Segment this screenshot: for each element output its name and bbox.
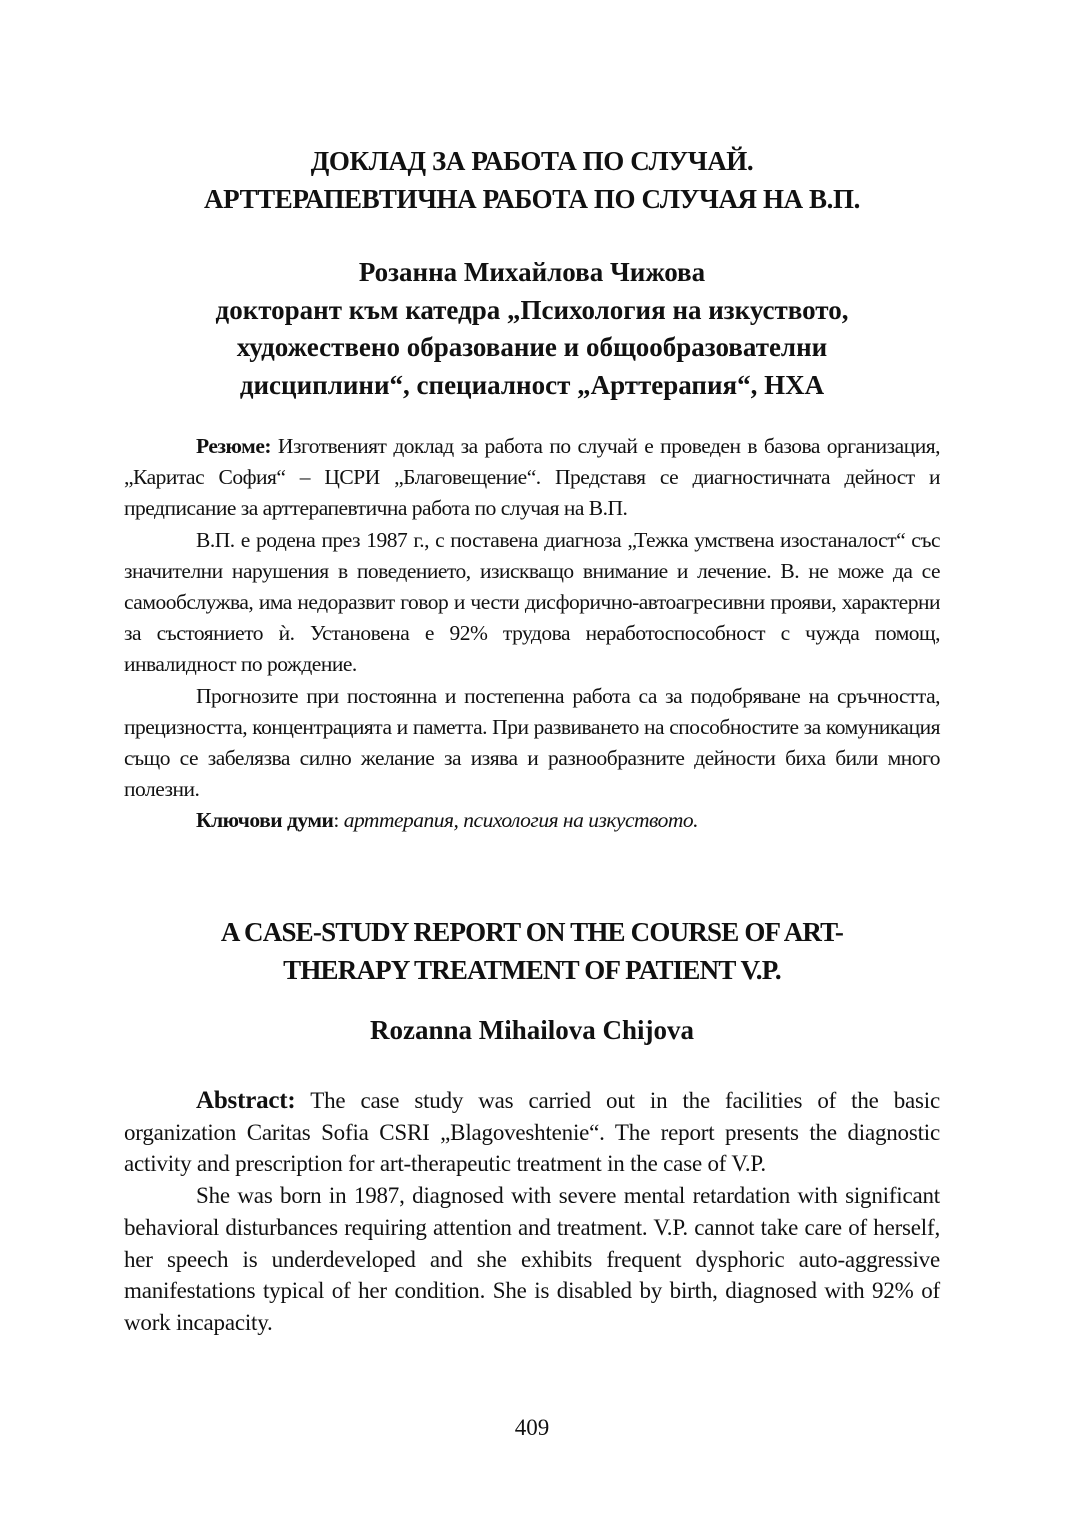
keywords-separator: : bbox=[333, 808, 344, 833]
author-affiliation-line-3: дисциплини“, специалност „Арттерапия“, НХА bbox=[239, 369, 825, 400]
abstract-text: The case study was carried out in the facilities of the basic organization Caritas Sofia CSRI „Blagoveshtenie“. The report presents the diagnostic activity and prescription for art-therapeutic treatment in the case of V.P. bbox=[124, 1088, 940, 1177]
english-title-line-1: A CASE-STUDY REPORT ON THE COURSE OF ART- bbox=[220, 917, 844, 947]
bulgarian-title bbox=[124, 142, 940, 218]
bulgarian-title-line-1: ДОКЛАД ЗА РАБОТА ПО СЛУЧАЙ. bbox=[310, 146, 754, 176]
abstract-paragraph bbox=[124, 1085, 940, 1180]
bulgarian-abstract bbox=[124, 431, 940, 837]
author-affiliation-line-2: художествено образование и общообразователни bbox=[236, 332, 828, 362]
bulgarian-paragraph-3: Прогнозите при постоянна и постепенна работа са за подобряване на сръчността, прецизността, концентрацията и паметта. При развиването на способностите за комуникация също се забелязва силно желание за изява и разнообразните дейности биха били много полезни. bbox=[124, 683, 940, 802]
summary-label: Резюме: bbox=[196, 434, 272, 458]
page-number: 409 bbox=[514, 1415, 550, 1440]
bulgarian-title-line-2: АРТТЕРАПЕВТИЧНА РАБОТА ПО СЛУЧАЯ НА В.П. bbox=[204, 184, 860, 214]
author-name: Розанна Михайлова Чижова bbox=[358, 257, 706, 287]
english-abstract bbox=[124, 1085, 940, 1339]
keywords-label: Ключови думи bbox=[196, 808, 334, 833]
keywords-line bbox=[124, 805, 940, 836]
english-title-line-2: THERAPY TREATMENT OF PATIENT V.P. bbox=[283, 955, 781, 985]
bulgarian-paragraph-2: В.П. е родена през 1987 г., с поставена диагноза „Тежка умствена изостаналост“ със значителни нарушения в поведението, изискващо внимание и лечение. В. не може да се самообслужва, има недоразвит говор и чести дисфорично-автоагресивни прояви, характерни за състоянието ѝ. Установена е 92% трудова неработоспособност с чужда помощ, инвалидност по рождение. bbox=[124, 527, 940, 677]
author-affiliation-line-1: докторант към катедра „Психология на изкуството, bbox=[215, 294, 849, 325]
abstract-label: Abstract: bbox=[196, 1087, 296, 1114]
english-author-name: Rozanna Mihailova Chijova bbox=[369, 1015, 695, 1045]
summary-text: Изготвеният доклад за работа по случай е проведен в базова организация, „Каритас София“ – ЦСРИ „Благовещение“. Представя се диагностичната дейност и предписание за арттерапевтична работа по случая на В.П. bbox=[124, 434, 940, 521]
keywords-value: арттерапия, психология на изкуството. bbox=[343, 808, 698, 833]
summary-paragraph bbox=[124, 431, 940, 525]
english-title bbox=[124, 913, 940, 989]
bulgarian-author-affiliation bbox=[124, 254, 940, 404]
english-paragraph-2: She was born in 1987, diagnosed with severe mental retardation with significant behavioral disturbances requiring attention and treatment. V.P. cannot take care of herself, her speech is underdeveloped and she exhibits frequent dysphoric auto-aggressive manifestations typical of her condition. She is disabled by birth, diagnosed with 92% of work incapacity. bbox=[124, 1183, 940, 1335]
